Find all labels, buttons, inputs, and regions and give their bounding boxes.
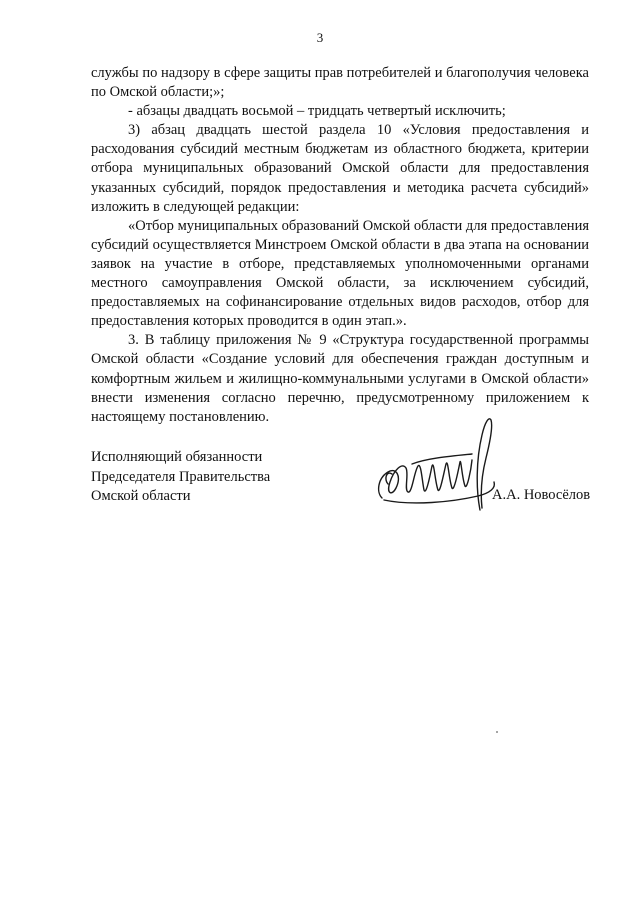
- scan-artifact: [496, 731, 498, 733]
- signatory-title-line-3: Омской области: [91, 488, 191, 504]
- page-number: 3: [316, 30, 324, 45]
- signatory-title-line-1: Исполняющий обязанности: [91, 449, 263, 465]
- signatory-name: А.А. Новосёлов: [492, 487, 591, 503]
- paragraph-4: «Отбор муниципальных образований Омской области для предоставления субсидий осуществляется Минстроем Омской области в два этапа на основании заявок на участие в отборе, представляемых уполномоченными органами местного самоуправления Омской области, за исключением субсидий, предоставляемых на софинансирование отдельных видов расходов, отбор для предоставления которых проводится в один этап.».: [91, 217, 589, 330]
- paragraph-3: 3) абзац двадцать шестой раздела 10 «Условия предоставления и расходования субсидий местным бюджетам из областного бюджета, критерии отбора муниципальных образований Омской области для предоставления указанных субсидий, порядок предоставления и методика расчета субсидий» изложить в следующей редакции:: [91, 122, 589, 215]
- document-body: [91, 64, 589, 427]
- signatory-title-line-2: Председателя Правительства: [91, 468, 271, 485]
- paragraph-2: - абзацы двадцать восьмой – тридцать четвертый исключить;: [128, 103, 506, 120]
- signatory-title: [91, 448, 270, 507]
- paragraph-1: службы по надзору в сфере защиты прав потребителей и благополучия человека по Омской области;»;: [91, 65, 589, 101]
- paragraph-5: 3. В таблицу приложения № 9 «Структура государственной программы Омской области «Создание условий для обеспечения граждан доступным и комфортным жильем и жилищно-коммунальными услугами в Омской области» внести изменения согласно перечню, предусмотренному приложением к настоящему постановлению.: [91, 332, 589, 425]
